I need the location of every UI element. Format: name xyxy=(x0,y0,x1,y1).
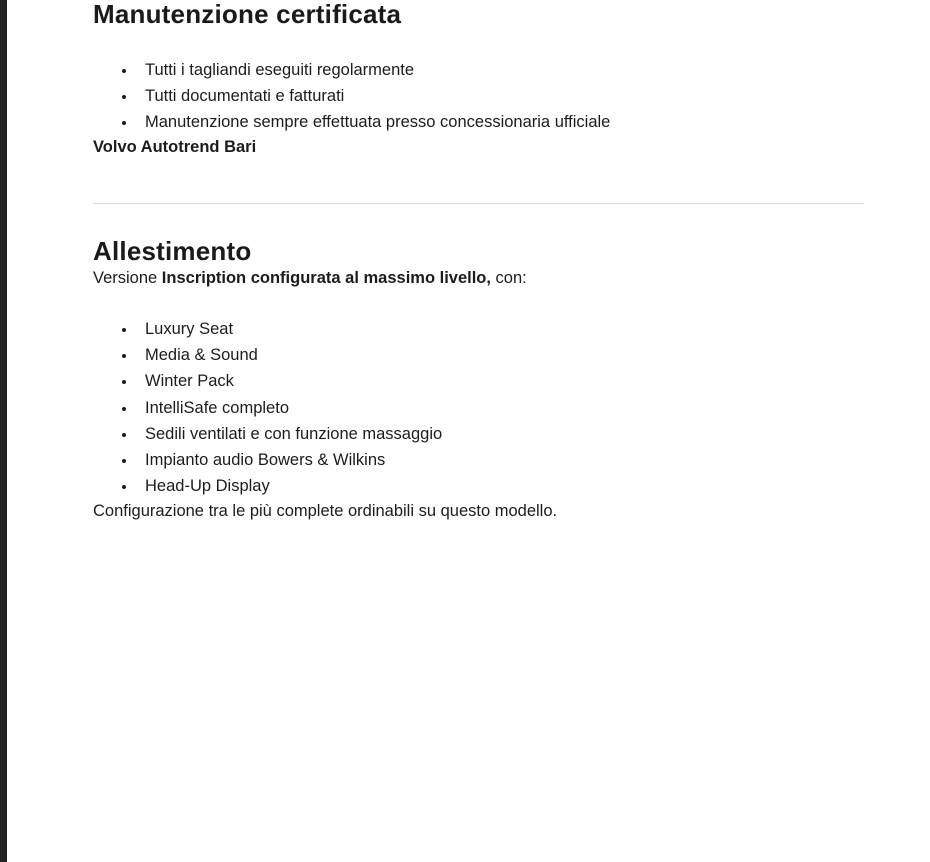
list-item: • Tutti i tagliandi eseguiti regolarmente xyxy=(137,57,864,83)
section-title-manutenzione: Manutenzione certificata xyxy=(93,0,402,29)
list-item: • Luxury Seat xyxy=(137,316,864,342)
document-content xyxy=(93,0,864,522)
trim-intro-line xyxy=(93,267,864,289)
maintenance-bullet-list xyxy=(93,57,864,136)
list-item: • Impianto audio Bowers & Wilkins xyxy=(137,447,864,473)
trim-intro-prefix: Versione xyxy=(93,268,162,287)
trim-intro-suffix: con: xyxy=(490,268,527,287)
list-item: • Head-Up Display xyxy=(137,473,864,499)
equipment-bullet-list xyxy=(93,316,864,500)
trim-intro-bold: Inscription configurata al massimo livello, xyxy=(161,268,491,287)
list-item: • Winter Pack xyxy=(137,368,864,394)
list-item: • IntelliSafe completo xyxy=(137,395,864,421)
list-item: • Tutti documentati e fatturati xyxy=(137,83,864,109)
list-item: • Manutenzione sempre effettuata presso concessionaria ufficiale xyxy=(137,109,864,135)
configuration-note: Configurazione tra le più complete ordinabili su questo modello. xyxy=(93,501,558,520)
dealer-name: Volvo Autotrend Bari xyxy=(93,137,257,156)
section-divider xyxy=(93,203,864,204)
list-item: • Media & Sound xyxy=(137,342,864,368)
section-title-allestimento: Allestimento xyxy=(93,235,252,266)
list-item: • Sedili ventilati e con funzione massaggio xyxy=(137,421,864,447)
left-edge-bar xyxy=(0,0,7,862)
